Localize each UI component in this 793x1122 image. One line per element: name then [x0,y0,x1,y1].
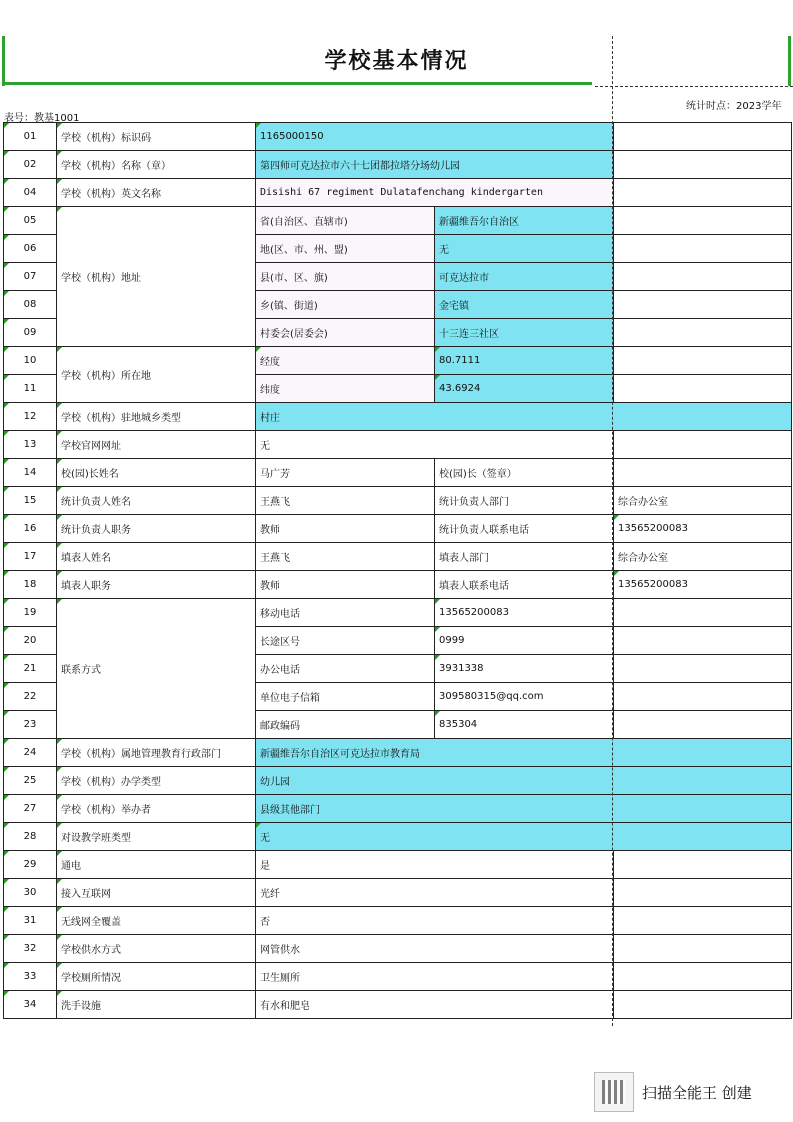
row-value: 第四师可克达拉市六十七团都拉塔分场幼儿园 [256,151,614,179]
watermark-text: 扫描全能王 创建 [642,1083,752,1102]
row-value: 可克达拉市 [435,263,614,291]
row-number: 05 [4,207,57,235]
row-number: 13 [4,431,57,459]
row-number: 30 [4,879,57,907]
table-row [4,487,792,515]
row-label: 学校供水方式 [57,935,256,963]
row-number: 11 [4,375,57,403]
row-value: 否 [256,907,614,935]
row-value: 王燕飞 [256,543,435,571]
row-number: 28 [4,823,57,851]
table-row [4,179,792,207]
row-number: 23 [4,711,57,739]
row-value: 十三连三社区 [435,319,614,347]
row-label: 学校（机构）英文名称 [57,179,256,207]
row-number: 01 [4,123,57,151]
row-value: 80.7111 [435,347,614,375]
row-label: 学校（机构）属地管理教育行政部门 [57,739,256,767]
row-value: 村庄 [256,403,792,431]
page-break-vertical [612,36,613,1026]
row-value: 金宅镇 [435,291,614,319]
row-label2: 统计负责人联系电话 [435,515,614,543]
row-value2: 综合办公室 [614,543,792,571]
row-sublabel: 长途区号 [256,627,435,655]
row-number: 04 [4,179,57,207]
row-value: Disishi 67 regiment Dulatafenchang kindergarten [256,179,614,207]
row-number: 08 [4,291,57,319]
row-value: 无 [256,823,792,851]
row-number: 29 [4,851,57,879]
table-row [4,431,792,459]
page-title: 学校基本情况 [324,49,469,74]
row-label: 统计负责人职务 [57,515,256,543]
row-value: 无 [256,431,614,459]
row-label2: 填表人部门 [435,543,614,571]
row-number: 14 [4,459,57,487]
table-row [4,823,792,851]
row-sublabel: 纬度 [256,375,435,403]
row-value: 教师 [256,571,435,599]
table-row [4,935,792,963]
table-row [4,963,792,991]
row-group-label: 联系方式 [57,599,256,739]
table-row [4,151,792,179]
row-label: 学校厕所情况 [57,963,256,991]
row-number: 21 [4,655,57,683]
row-label: 学校（机构）举办者 [57,795,256,823]
row-number: 31 [4,907,57,935]
row-value: 有水和肥皂 [256,991,614,1019]
row-label: 校(园)长姓名 [57,459,256,487]
row-value: 光纤 [256,879,614,907]
table-row [4,571,792,599]
row-label: 洗手设施 [57,991,256,1019]
table-row [4,991,792,1019]
row-value: 43.6924 [435,375,614,403]
row-label: 学校（机构）标识码 [57,123,256,151]
row-group-label: 学校（机构）地址 [57,207,256,347]
school-info-table [3,122,792,1019]
table-row [4,739,792,767]
row-value: 教师 [256,515,435,543]
row-value2: 13565200083 [614,571,792,599]
stat-time: 统计时点：2023学年 [686,101,782,112]
row-number: 24 [4,739,57,767]
row-label2: 统计负责人部门 [435,487,614,515]
row-value: 13565200083 [435,599,614,627]
table-row [4,767,792,795]
row-label: 学校官网网址 [57,431,256,459]
row-label: 填表人职务 [57,571,256,599]
row-label: 通电 [57,851,256,879]
row-value: 幼儿园 [256,767,792,795]
green-frame-bottom [2,82,592,85]
row-label: 学校（机构）驻地城乡类型 [57,403,256,431]
table-row [4,543,792,571]
row-value: 0999 [435,627,614,655]
table-row [4,347,792,375]
row-number: 32 [4,935,57,963]
table-row [4,851,792,879]
row-number: 27 [4,795,57,823]
row-label2: 校(园)长（签章） [435,459,614,487]
row-number: 06 [4,235,57,263]
table-code: 表号：教基1001 [4,113,80,124]
row-sublabel: 移动电话 [256,599,435,627]
row-sublabel: 乡(镇、街道) [256,291,435,319]
row-number: 22 [4,683,57,711]
row-label: 统计负责人姓名 [57,487,256,515]
row-value: 是 [256,851,614,879]
row-value: 新疆维吾尔自治区 [435,207,614,235]
row-sublabel: 地(区、市、州、盟) [256,235,435,263]
row-sublabel: 邮政编码 [256,711,435,739]
row-label: 学校（机构）办学类型 [57,767,256,795]
row-number: 33 [4,963,57,991]
table-row [4,403,792,431]
row-number: 34 [4,991,57,1019]
row-group-label: 学校（机构）所在地 [57,347,256,403]
row-value: 309580315@qq.com [435,683,614,711]
row-sublabel: 县(市、区、旗) [256,263,435,291]
row-label: 接入互联网 [57,879,256,907]
row-value: 835304 [435,711,614,739]
row-sublabel: 经度 [256,347,435,375]
row-number: 07 [4,263,57,291]
row-label: 填表人姓名 [57,543,256,571]
row-number: 09 [4,319,57,347]
row-label: 学校（机构）名称（章） [57,151,256,179]
row-number: 15 [4,487,57,515]
row-sublabel: 省(自治区、直辖市) [256,207,435,235]
row-number: 12 [4,403,57,431]
row-value: 网管供水 [256,935,614,963]
row-value2: 综合办公室 [614,487,792,515]
row-label: 对设教学班类型 [57,823,256,851]
row-value: 县级其他部门 [256,795,792,823]
table-row [4,459,792,487]
table-row [4,599,792,627]
row-sublabel: 单位电子信箱 [256,683,435,711]
row-number: 17 [4,543,57,571]
table-row [4,907,792,935]
row-number: 02 [4,151,57,179]
row-sublabel: 办公电话 [256,655,435,683]
row-number: 10 [4,347,57,375]
page-break-horizontal [595,86,793,87]
row-value: 无 [435,235,614,263]
scanner-watermark [594,1072,752,1112]
table-row [4,515,792,543]
table-row [4,879,792,907]
table-row [4,207,792,235]
row-value: 新疆维吾尔自治区可克达拉市教育局 [256,739,792,767]
row-number: 18 [4,571,57,599]
row-value: 卫生厕所 [256,963,614,991]
row-number: 20 [4,627,57,655]
row-label2: 填表人联系电话 [435,571,614,599]
row-sublabel: 村委会(居委会) [256,319,435,347]
row-value: 马广芳 [256,459,435,487]
row-value2 [614,459,792,487]
row-value2: 13565200083 [614,515,792,543]
row-label: 无线网全覆盖 [57,907,256,935]
row-number: 25 [4,767,57,795]
row-number: 19 [4,599,57,627]
qr-code-icon [594,1072,634,1112]
table-row [4,795,792,823]
table-row [4,123,792,151]
row-value: 1165000150 [256,123,614,151]
row-number: 16 [4,515,57,543]
row-value: 王燕飞 [256,487,435,515]
row-value: 3931338 [435,655,614,683]
